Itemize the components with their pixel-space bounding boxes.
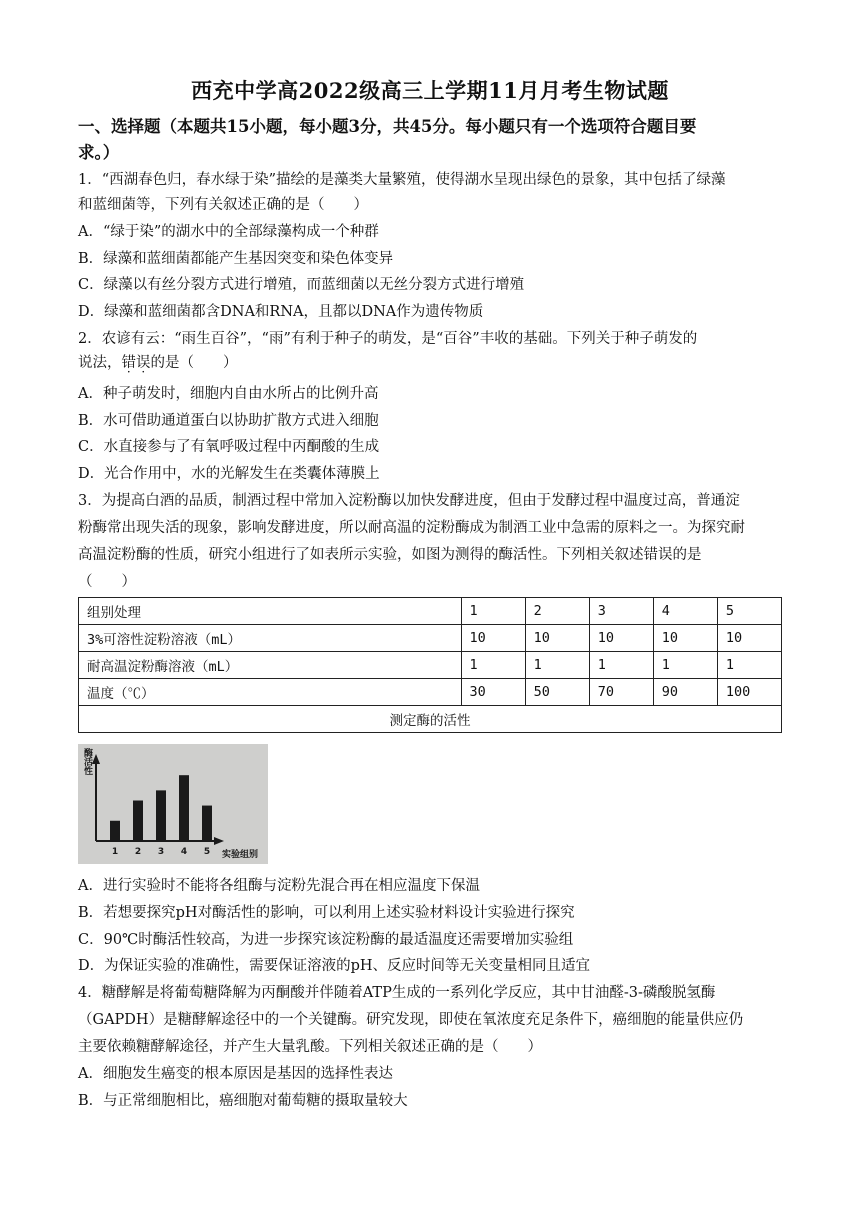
bar-4 bbox=[179, 775, 189, 841]
q4-option-b: B．与正常细胞相比，癌细胞对葡萄糖的摄取量较大 bbox=[78, 1093, 408, 1109]
table-cell: 10 bbox=[653, 625, 717, 652]
table-row bbox=[79, 706, 782, 733]
table-header-cell: 组别处理 bbox=[79, 598, 462, 625]
table-cell: 10 bbox=[525, 625, 589, 652]
y-axis-arrow-icon bbox=[92, 754, 100, 764]
table-cell: 10 bbox=[589, 625, 653, 652]
q4-stem-line3: 主要依赖糖酵解途径，并产生大量乳酸。下列相关叙述正确的是（ ） bbox=[78, 1039, 542, 1055]
x-axis-arrow-icon bbox=[214, 837, 224, 845]
q4-stem-line1: 4．糖酵解是将葡萄糖降解为丙酮酸并伴随着ATP生成的一系列化学反应，其中甘油醛-3-磷酸脱氢酶 bbox=[78, 985, 716, 1001]
table-row bbox=[79, 652, 782, 679]
x-tick-label: 2 bbox=[134, 847, 142, 857]
table-cell: 90 bbox=[653, 679, 717, 706]
q2-emphasis-char-1: 错 bbox=[121, 355, 136, 371]
x-axis-label: 实验组别 bbox=[222, 850, 259, 860]
q3-option-b: B．若想要探究pH对酶活性的影响，可以利用上述实验材料设计实验进行探究 bbox=[78, 905, 575, 921]
table-cell: 10 bbox=[461, 625, 525, 652]
q3-option-a: A．进行实验时不能将各组酶与淀粉先混合再在相应温度下保温 bbox=[78, 878, 480, 894]
table-cell: 100 bbox=[717, 679, 781, 706]
chart-svg bbox=[78, 744, 268, 864]
q3-stem-line2: 粉酶常出现失活的现象，影响发酵进度，所以耐高温的淀粉酶成为制酒工业中急需的原料之一。为探究耐 bbox=[78, 520, 745, 536]
q3-option-c: C．90℃时酶活性较高，为进一步探究该淀粉酶的最适温度还需要增加实验组 bbox=[78, 932, 574, 948]
table-cell: 70 bbox=[589, 679, 653, 706]
q2-stem-line2 bbox=[78, 352, 788, 374]
table-cell: 3 bbox=[589, 598, 653, 625]
tick-group bbox=[112, 847, 210, 857]
x-tick-label: 3 bbox=[157, 847, 165, 857]
q2-stem-pre: 说法， bbox=[78, 355, 122, 371]
table-row-label: 温度（℃） bbox=[79, 679, 462, 706]
bar-2 bbox=[133, 801, 143, 842]
q1-stem-line2: 和蓝细菌等，下列有关叙述正确的是（ ） bbox=[78, 197, 368, 213]
q3-stem-line3: 高温淀粉酶的性质，研究小组进行了如表所示实验，如图为测得的酶活性。下列相关叙述错误的是 bbox=[78, 547, 702, 563]
q2-emphasis-char-2: 误 bbox=[136, 355, 151, 371]
table-cell: 50 bbox=[525, 679, 589, 706]
table-cell: 1 bbox=[461, 598, 525, 625]
page-title: 西充中学高2022级高三上学期11月月考生物试题 bbox=[191, 78, 669, 103]
q1-option-d: D．绿藻和蓝细菌都含DNA和RNA，且都以DNA作为遗传物质 bbox=[78, 304, 484, 320]
q2-option-b: B．水可借助通道蛋白以协助扩散方式进入细胞 bbox=[78, 413, 379, 429]
table-cell: 1 bbox=[589, 652, 653, 679]
table-cell: 2 bbox=[525, 598, 589, 625]
table-cell: 5 bbox=[717, 598, 781, 625]
q1-option-c: C．绿藻以有丝分裂方式进行增殖，而蓝细菌以无丝分裂方式进行增殖 bbox=[78, 277, 525, 293]
q4-option-a: A．细胞发生癌变的根本原因是基因的选择性表达 bbox=[78, 1066, 393, 1082]
table-cell: 4 bbox=[653, 598, 717, 625]
table-cell: 1 bbox=[717, 652, 781, 679]
bar-group bbox=[110, 775, 212, 841]
table-row-label: 3%可溶性淀粉溶液（mL） bbox=[79, 625, 462, 652]
table-footer-cell: 测定酶的活性 bbox=[79, 706, 782, 733]
q3-stem-line4: （ ） bbox=[78, 574, 136, 590]
table-row bbox=[79, 625, 782, 652]
q2-option-a: A．种子萌发时，细胞内自由水所占的比例升高 bbox=[78, 386, 379, 402]
q3-stem-line1: 3．为提高白酒的品质，制酒过程中常加入淀粉酶以加快发酵进度，但由于发酵过程中温度过高，普通淀 bbox=[78, 493, 740, 509]
q1-option-a: A．“绿于染”的湖水中的全部绿藻构成一个种群 bbox=[78, 224, 379, 240]
table-cell: 1 bbox=[653, 652, 717, 679]
table-cell: 1 bbox=[525, 652, 589, 679]
q3-option-d: D．为保证实验的准确性，需要保证溶液的pH、反应时间等无关变量相同且适宜 bbox=[78, 958, 591, 974]
q4-stem-line2: （GAPDH）是糖酵解途径中的一个关键酶。研究发现，即使在氧浓度充足条件下，癌细胞的能量供应仍 bbox=[78, 1012, 744, 1028]
table-row bbox=[79, 598, 782, 625]
table-cell: 30 bbox=[461, 679, 525, 706]
q1-option-b: B．绿藻和蓝细菌都能产生基因突变和染色体变异 bbox=[78, 251, 394, 267]
q2-stem-line1: 2．农谚有云：“雨生百谷”，“雨”有利于种子的萌发，是“百谷”丰收的基础。下列关于种子萌发的 bbox=[78, 331, 698, 347]
section-heading-line1: 一、选择题（本题共15小题，每小题3分，共45分。每小题只有一个选项符合题目要 bbox=[78, 117, 697, 136]
q1-stem-line1: 1．“西湖春色归，春水绿于染”描绘的是藻类大量繁殖，使得湖水呈现出绿色的景象，其中包括了绿藻 bbox=[78, 172, 726, 188]
table-row-label: 耐高温淀粉酶溶液（mL） bbox=[79, 652, 462, 679]
x-tick-label: 5 bbox=[203, 847, 211, 857]
experiment-table bbox=[78, 597, 782, 733]
table-row bbox=[79, 679, 782, 706]
table-cell: 1 bbox=[461, 652, 525, 679]
table-cell: 10 bbox=[717, 625, 781, 652]
bar-3 bbox=[156, 790, 166, 841]
q2-stem-post: 的是（ ） bbox=[150, 355, 238, 371]
q2-option-d: D．光合作用中，水的光解发生在类囊体薄膜上 bbox=[78, 466, 380, 482]
q2-option-c: C．水直接参与了有氧呼吸过程中丙酮酸的生成 bbox=[78, 439, 380, 455]
enzyme-activity-chart bbox=[78, 744, 268, 864]
x-tick-label: 1 bbox=[111, 847, 119, 857]
section-heading-line2: 求。） bbox=[78, 143, 120, 162]
y-axis-label: 酶活性 bbox=[82, 748, 92, 775]
bar-1 bbox=[110, 821, 120, 841]
x-tick-label: 4 bbox=[180, 847, 188, 857]
bar-5 bbox=[202, 806, 212, 841]
